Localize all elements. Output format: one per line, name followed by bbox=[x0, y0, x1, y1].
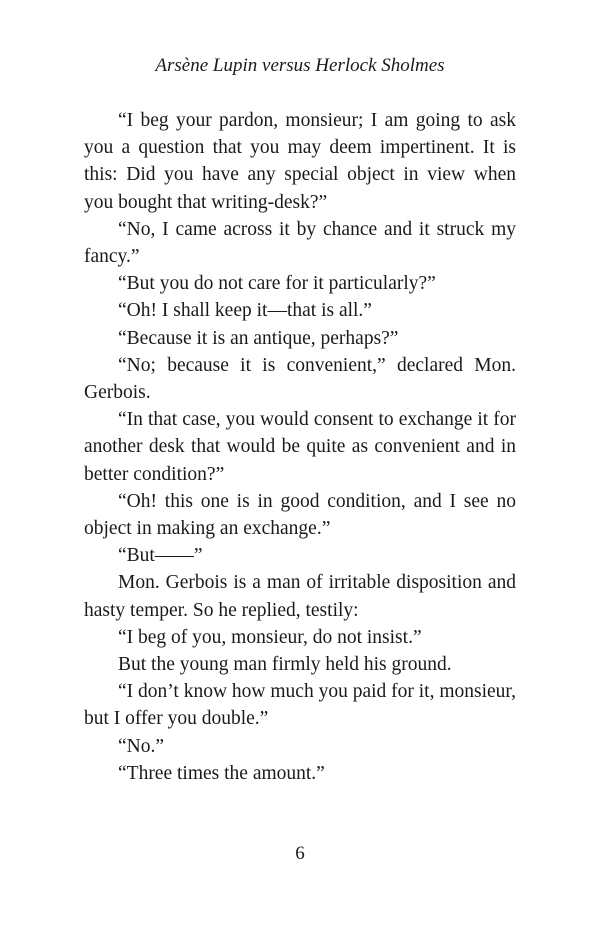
body-text bbox=[84, 107, 516, 787]
paragraph: “Oh! this one is in good condition, and I see no object in making an exchange.” bbox=[84, 490, 516, 540]
page-number: 6 bbox=[295, 843, 305, 864]
paragraph: “No.” bbox=[118, 735, 165, 757]
paragraph: “No; because it is convenient,” declared Mon. Gerbois. bbox=[84, 354, 516, 404]
paragraph: “Three times the amount.” bbox=[118, 762, 325, 784]
paragraph: “Because it is an antique, perhaps?” bbox=[118, 327, 399, 349]
paragraph: “I beg of you, monsieur, do not insist.” bbox=[118, 626, 422, 648]
paragraph: “I beg your pardon, monsieur; I am going to ask you a question that you may deem impertinent. It is this: Did you have any special object in view when you bought that writing-desk?” bbox=[84, 110, 516, 213]
paragraph: But the young man firmly held his ground. bbox=[118, 654, 452, 676]
paragraph: “But——” bbox=[118, 545, 203, 567]
paragraph: “No, I came across it by chance and it struck my fancy.” bbox=[84, 218, 516, 268]
paragraph: “But you do not care for it particularly?” bbox=[118, 273, 436, 295]
paragraph: “I don’t know how much you paid for it, monsieur, but I offer you double.” bbox=[84, 681, 517, 730]
paragraph: “In that case, you would consent to exchange it for another desk that would be quite as convenient and in better condition?” bbox=[84, 409, 516, 485]
running-head: Arsène Lupin versus Herlock Sholmes bbox=[155, 55, 445, 76]
paragraph: Mon. Gerbois is a man of irritable disposition and hasty temper. So he replied, testily: bbox=[84, 572, 516, 621]
paragraph: “Oh! I shall keep it—that is all.” bbox=[118, 300, 372, 322]
